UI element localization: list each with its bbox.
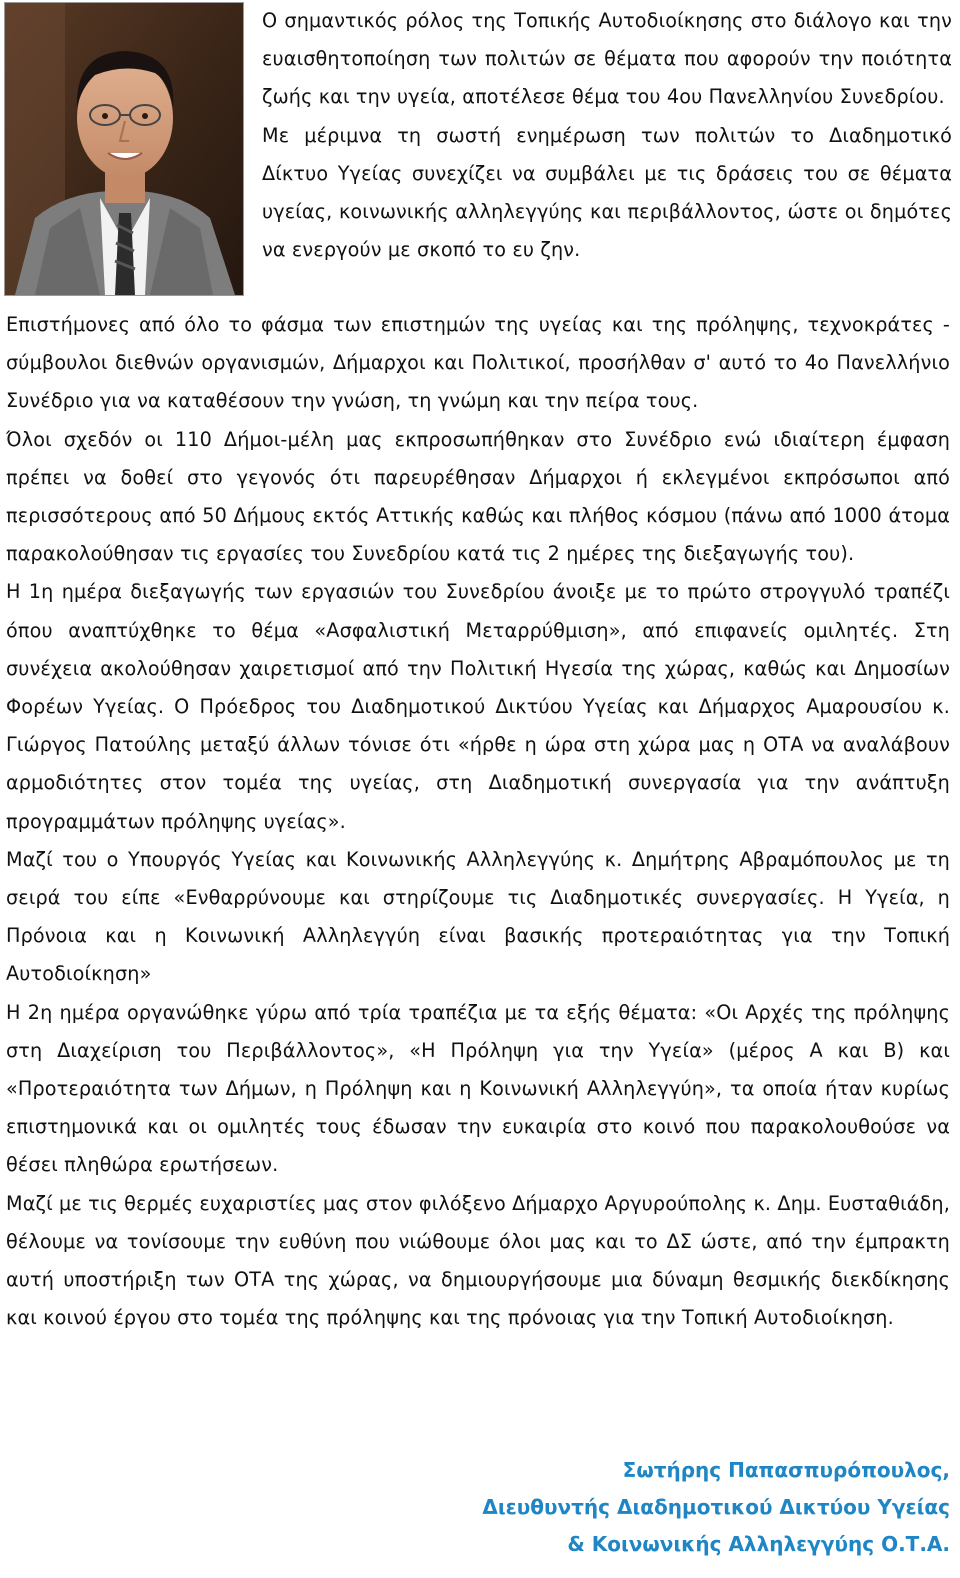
intro-paragraph: Με μέριμνα τη σωστή ενημέρωση των πολιτών το Διαδημοτικό Δίκτυο Υγείας συνεχίζει να συμβάλει με τις δράσεις του σε θέματα υγείας, κοινωνικής αλληλεγγύης και περιβάλλοντος, ώστε οι δημότες να ενεργούν με σκοπό το ευ ζην. [262,123,952,262]
body-paragraph: Μαζί με τις θερμές ευχαριστίες μας στον φιλόξενο Δήμαρχο Αργυρούπολης κ. Δημ. Ευσταθιάδη, θέλουμε να τονίσουμε την ευθύνη που νιώθουμε όλοι μας και το ΔΣ ώστε, από την έμπρακτη αυτή υποστήριξη των ΟΤΑ της χώρας, να δημιουργήσουμε μια δύναμη θεσμικής διεκδίκησης και κοινού έργου στο τομέα της πρόληψης και της πρόνοιας για την Τοπική Αυτοδιοίκηση. [6,1191,950,1330]
signature-block [482,1452,950,1563]
body-paragraph: Μαζί του ο Υπουργός Υγείας και Κοινωνικής Αλληλεγγύης κ. Δημήτρης Αβραμόπουλος με τη σειρά του είπε «Ενθαρρύνουμε και στηρίζουμε τις Διαδημοτικές συνεργασίες. Η Υγεία, η Πρόνοια και η Κοινωνική Αλληλεγγύη είναι βασικής προτεραιότητας για την Τοπική Αυτοδιοίκηση» [6,847,950,986]
body-paragraph: Η 2η ημέρα οργανώθηκε γύρω από τρία τραπέζια με τα εξής θέματα: «Οι Αρχές της πρόληψης στη Διαχείριση του Περιβάλλοντος», «Η Πρόληψη για την Υγεία» (μέρος Α και Β) και «Προτεραιότητα των Δήμων, η Πρόληψη και η Κοινωνική Αλληλεγγύη», τα οποία ήταν κυρίως επιστημονικά και οι ομιλητές τους έδωσαν την ευκαιρία στο κοινό που παρακολουθούσε να θέσει πληθώρα ερωτήσεων. [6,1000,950,1177]
intro-text [262,2,952,269]
body-paragraph: Όλοι σχεδόν οι 110 Δήμοι-μέλη μας εκπροσωπήθηκαν στο Συνέδριο ενώ ιδιαίτερη έμφαση πρέπει να δοθεί στο γεγονός ότι παρευρέθησαν Δήμαρχοι ή εκλεγμένοι εκπρόσωποι από περισσότερους από 50 Δήμους εκτός Αττικής καθώς και πλήθος κόσμου (πάνω από 1000 άτομα παρακολούθησαν τις εργασίες του Συνεδρίου κατά τις 2 ημέρες της διεξαγωγής του). [6,427,950,566]
portrait-illustration [5,3,243,295]
body-paragraph: Επιστήμονες από όλο το φάσμα των επιστημών της υγείας και της πρόληψης, τεχνοκράτες - σύμβουλοι διεθνών οργανισμών, Δήμαρχοι και Πολιτικοί, προσήλθαν σ' αυτό το 4ο Πανελλήνιο Συνέδριο για να καταθέσουν την γνώση, τη γνώμη και την πείρα τους. [6,313,950,413]
signature-name: Σωτήρης Παπασπυρόπουλος, [622,1458,950,1482]
article-body [6,306,950,1337]
body-paragraph: Η 1η ημέρα διεξαγωγής των εργασιών του Συνεδρίου άνοιξε με το πρώτο στρογγυλό τραπέζι όπου αναπτύχθηκε το θέμα «Ασφαλιστική Μεταρρύθμιση», από επιφανείς ομιλητές. Στη συνέχεια ακολούθησαν χαιρετισμοί από την Πολιτική Ηγεσία της χώρας, καθώς και Δημοσίων Φορέων Υγείας. Ο Πρόεδρος του Διαδημοτικού Δικτύου Υγείας και Δήμαρχος Αμαρουσίου κ. Γιώργος Πατούλης μεταξύ άλλων τόνισε ότι «ήρθε η ώρα στη χώρα μας η ΟΤΑ να αναλάβουν αρμοδιότητες στον τομέα της υγείας, στη Διαδημοτική συνεργασία για την ανάπτυξη προγραμμάτων πρόληψης υγείας». [6,580,950,833]
portrait-photo [4,2,244,296]
signature-organization: & Κοινωνικής Αλληλεγγύης Ο.Τ.Α. [567,1532,950,1556]
signature-title: Διευθυντής Διαδημοτικού Δικτύου Υγείας [482,1495,950,1519]
intro-paragraph: Ο σημαντικός ρόλος της Τοπικής Αυτοδιοίκησης στο διάλογο και την ευαισθητοποίηση των πολιτών σε θέματα που αφορούν την ποιότητα ζωής και την υγεία, αποτέλεσε θέμα του 4ου Πανελληνίου Συνεδρίου. [262,9,952,109]
